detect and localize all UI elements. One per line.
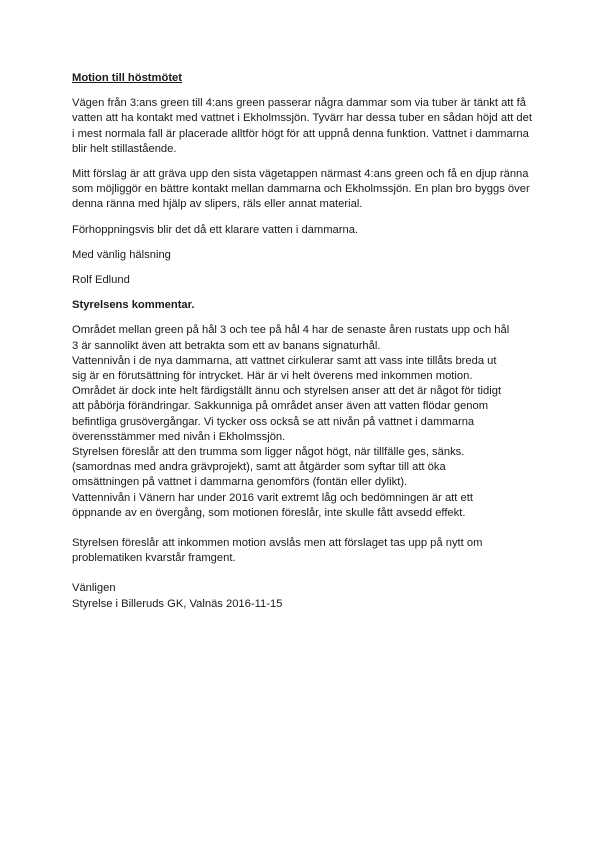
board-comment-heading: Styrelsens kommentar. [72,299,195,312]
motion-paragraph-1: Vägen från 3:ans green till 4:ans green passerar några dammar som via tuber är tänkt att få vatten att ha kontakt med vattnet i Ekholmssjön. Tyvärr har dessa tuber en sådan höjd att det i mest normala fall är placerade alltför högt för att uppnå denna funktion. Vattnet i dammarna blir helt stillastående. [72,97,532,155]
signature-line: Styrelse i Billeruds GK, Valnäs 2016-11-15 [72,597,283,610]
board-comment-body [72,323,532,521]
board-line: att påbörja förändringar. Sakkunniga på området anser även att vatten flödar genom [72,400,489,413]
board-line: 3 är sannolikt även att betrakta som ett av banans signaturhål. [72,339,381,352]
board-line: omsättningen på vattnet i dammarna genomförs (fontän eller dylikt). [72,476,408,489]
document-title: Motion till höstmötet [72,72,182,84]
board-line: (samordnas med andra grävprojekt), samt att åtgärder som syftar till att öka [72,461,446,474]
board-line: Området är dock inte helt färdigställt ännu och styrelsen anser att det är något för tidigt [72,385,502,398]
proposal-line: problematiken kvarstår framgent. [72,552,236,565]
spacer [72,521,532,536]
closing-word: Vänligen [72,582,116,595]
greeting: Med vänlig hälsning [72,248,171,261]
motion-paragraph-2: Mitt förslag är att gräva upp den sista vägetappen närmast 4:ans green och få en djup ränna som möjliggör en bättre kontakt mellan dammarna och Ekholmssjön. En plan bro byggs över denna ränna med hjälp av slipers, räls eller annat material. [72,168,530,211]
board-line: Vattennivån i Vänern har under 2016 varit extremt låg och bedömningen är att ett [72,491,473,504]
board-line: överensstämmer med nivån i Ekholmssjön. [72,430,286,443]
board-line: Styrelsen föreslår att den trumma som ligger något högt, när tillfälle ges, sänks. [72,446,465,459]
board-proposal [72,536,532,566]
author-name: Rolf Edlund [72,274,130,287]
proposal-line: Styrelsen föreslår att inkommen motion avslås men att förslaget tas upp på nytt om [72,537,483,550]
document-page [72,71,532,612]
spacer [72,566,532,581]
board-line: Området mellan green på hål 3 och tee på hål 4 har de senaste åren rustats upp och hål [72,324,510,337]
motion-paragraph-3: Förhoppningsvis blir det då ett klarare vatten i dammarna. [72,223,359,236]
board-line: Vattennivån i de nya dammarna, att vattnet cirkulerar samt att vass inte tillåts breda ut [72,354,497,367]
closing-block [72,581,532,611]
board-line: öppnande av en övergång, som motionen föreslår, inte skulle fått avsedd effekt. [72,506,466,519]
board-line: befintliga grusövergångar. Vi tycker oss också se att nivån på vattnet i dammarna [72,415,475,428]
board-line: sig är en förutsättning för intrycket. Här är vi helt överens med inkommen motion. [72,370,473,383]
